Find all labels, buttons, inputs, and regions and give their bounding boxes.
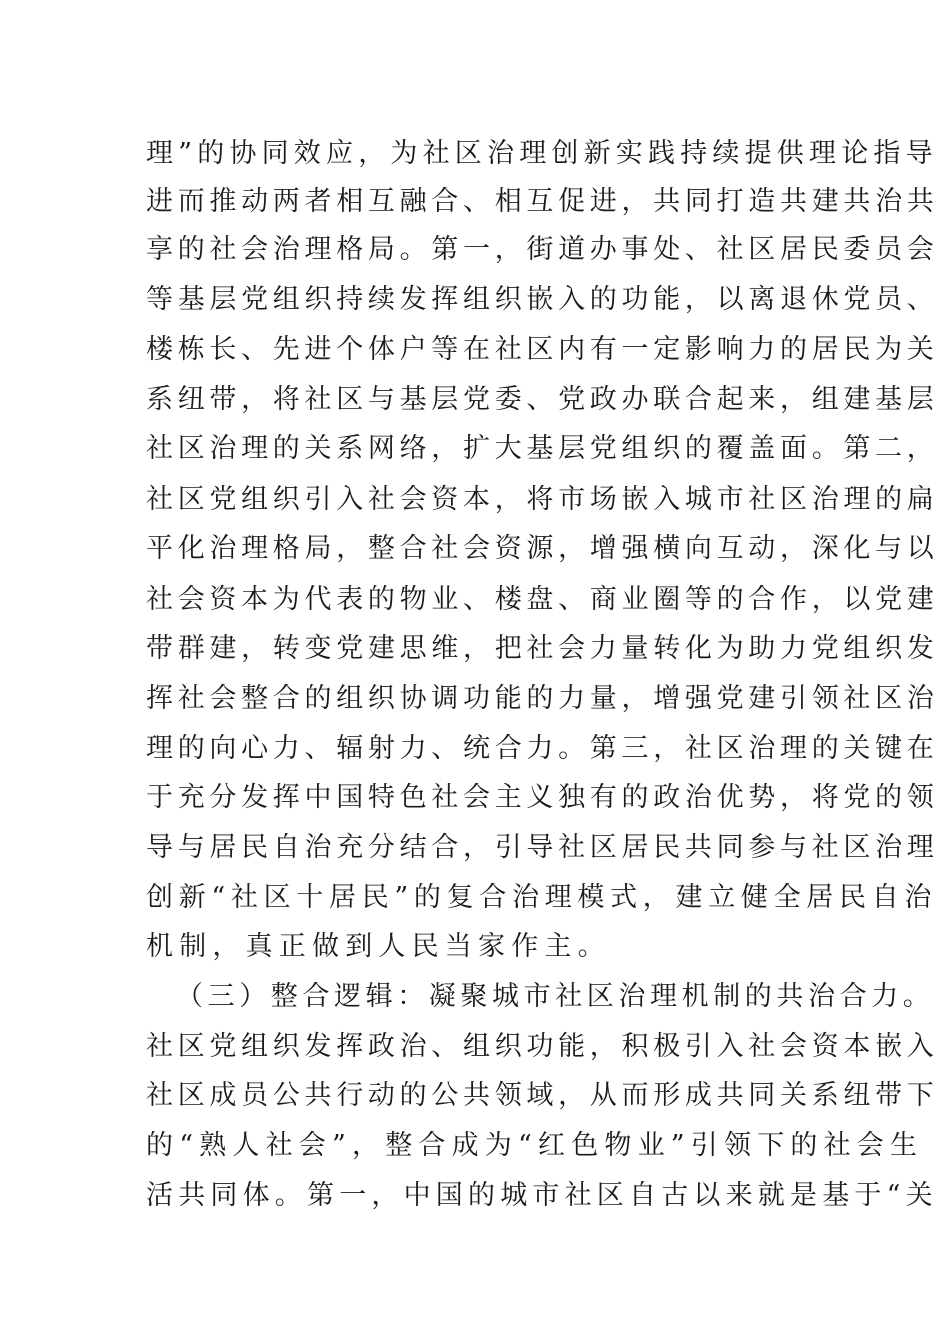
- text-line: 楼栋长、先进个体户等在社区内有一定影响力的居民为关: [146, 334, 939, 365]
- text-line: 于充分发挥中国特色社会主义独有的政治优势，将党的领: [146, 782, 939, 813]
- text-line: 享的社会治理格局。第一，街道办事处、社区居民委员会: [146, 234, 939, 265]
- text-line: 等基层党组织持续发挥组织嵌入的功能，以离退休党员、: [146, 284, 939, 315]
- text-line: 系纽带，将社区与基层党委、党政办联合起来，组建基层: [146, 384, 939, 415]
- text-line: 社会资本为代表的物业、楼盘、商业圈等的合作，以党建: [146, 584, 939, 615]
- text-line: 挥社会整合的组织协调功能的力量，增强党建引领社区治: [146, 683, 939, 714]
- text-line: 理”的协同效应，为社区治理创新实践持续提供理论指导: [146, 138, 938, 169]
- text-line: 理的向心力、辐射力、统合力。第三，社区治理的关键在: [146, 733, 939, 764]
- text-line: 进而推动两者相互融合、相互促进，共同打造共建共治共: [146, 186, 939, 217]
- text-line: 带群建，转变党建思维，把社会力量转化为助力党组织发: [146, 633, 939, 664]
- text-line: 的“熟人社会”，整合成为“红色物业”引领下的社会生: [146, 1130, 924, 1161]
- text-line: 社区党组织发挥政治、组织功能，积极引入社会资本嵌入: [146, 1031, 939, 1062]
- text-line: 活共同体。第一，中国的城市社区自古以来就是基于“关: [146, 1180, 938, 1211]
- text-line: 社区党组织引入社会资本，将市场嵌入城市社区治理的扁: [146, 484, 939, 515]
- section-heading: （三）整合逻辑：凝聚城市社区治理机制的共治合力。: [176, 981, 935, 1012]
- text-line: 社区成员公共行动的公共领域，从而形成共同关系纽带下: [146, 1080, 939, 1111]
- text-line: 社区治理的关系网络，扩大基层党组织的覆盖面。第二，: [146, 433, 939, 464]
- text-line: 创新“社区十居民”的复合治理模式，建立健全居民自治: [146, 882, 938, 913]
- text-line: 机制，真正做到人民当家作主。: [146, 931, 611, 962]
- text-line: 平化治理格局，整合社会资源，增强横向互动，深化与以: [146, 533, 939, 564]
- text-line: 导与居民自治充分结合，引导社区居民共同参与社区治理: [146, 832, 939, 863]
